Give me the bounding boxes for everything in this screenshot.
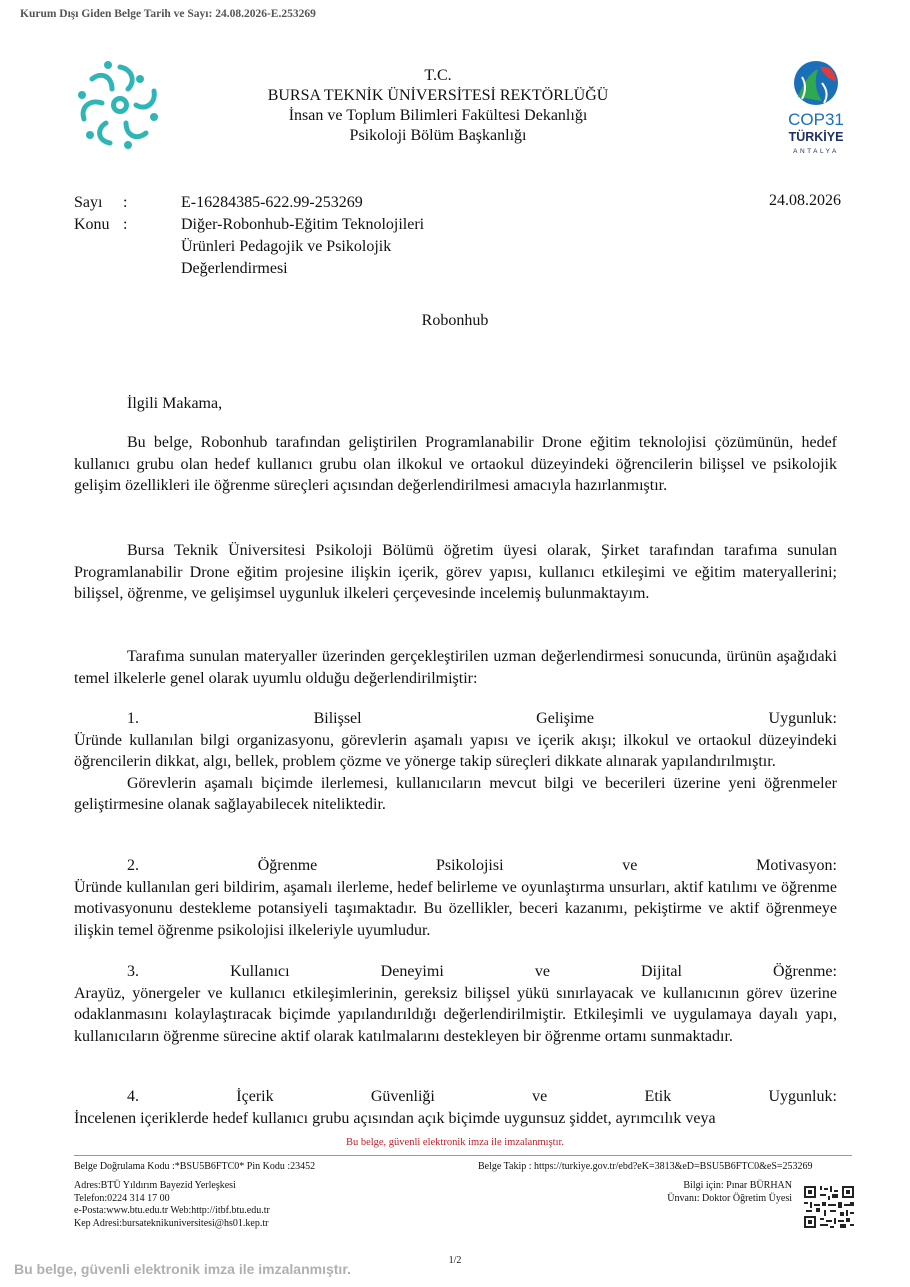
- sayi-value: E-16284385-622.99-253269: [181, 194, 363, 211]
- footer-address: Adres:BTÜ Yıldırım Bayezid Yerleşkesi: [74, 1180, 236, 1191]
- item-heading-word: Motivasyon:: [756, 857, 837, 874]
- item-body: İncelenen içeriklerde hedef kullanıcı grubu açısından açık biçimde uygunsuz şiddet, ayrımcılık veya: [74, 1109, 716, 1127]
- item-heading-word: Uygunluk:: [768, 710, 837, 727]
- paragraph-text: Tarafıma sunulan materyaller üzerinden gerçekleştirilen uzman değerlendirmesi sonucunda, ürünün aşağıdaki temel ilkelerle genel olarak uyumlu olduğu değerlendirilmiştir:: [74, 648, 837, 687]
- footer-contact: [74, 1180, 270, 1230]
- item-heading-word: Uygunluk:: [768, 1088, 837, 1105]
- letterhead: [190, 66, 686, 146]
- sayi-colon: :: [123, 194, 128, 211]
- document-date-number-banner: Kurum Dışı Giden Belge Tarih ve Sayı: 24.08.2026-E.253269: [20, 8, 316, 20]
- footer-phone: Telefon:0224 314 17 00: [74, 1192, 170, 1204]
- e-signature-watermark: Bu belge, güvenli elektronik imza ile imzalanmıştır.: [14, 1261, 351, 1277]
- body-paragraph-1: [74, 432, 837, 497]
- greeting: İlgili Makama,: [127, 395, 223, 412]
- konu-value: Diğer-Robonhub-Eğitim Teknolojileri Ürünleri Pedagojik ve Psikolojik Değerlendirmesi: [181, 216, 425, 277]
- item-body: Üründe kullanılan geri bildirim, aşamalı ilerleme, hedef belirleme ve oyunlaştırma unsurları, aktif katılımı ve öğrenme motivasyonunu destekleme potansiyeli taşımaktadır. Bu özellikler, beceri kazanımı, pekiştirme ve aktif öğrenmeye ilişkin temel öğrenme psikolojisi ilkeleriyle uyumludur.: [74, 878, 837, 939]
- page-number: 1/2: [448, 1255, 462, 1266]
- item-3: [74, 961, 837, 1047]
- body-paragraph-3: [74, 646, 837, 689]
- footer-kep[interactable]: Kep Adresi:bursateknikuniversitesi@hs01.kep.tr: [74, 1217, 269, 1229]
- footer-divider: [74, 1155, 852, 1156]
- body-paragraph-2: [74, 540, 837, 605]
- item-heading-word: ve: [534, 963, 550, 980]
- footer-contact-person: [560, 1180, 792, 1205]
- item-number: 3.: [127, 963, 139, 980]
- cop31-logo-text: COP31: [788, 110, 844, 129]
- item-heading-word: ve: [532, 1088, 548, 1105]
- letterhead-faculty: İnsan ve Toplum Bilimleri Fakültesi Dekanlığı: [288, 107, 588, 124]
- item-heading: [74, 855, 837, 877]
- letterhead-department: Psikoloji Bölüm Başkanlığı: [349, 127, 527, 144]
- item-extra: Görevlerin aşamalı biçimde ilerlemesi, kullanıcıların mevcut bilgi ve becerileri üzerine yeni öğrenmeler geliştirmesine olanak sağlayabilecek niteliktedir.: [74, 774, 837, 813]
- paragraph-text: Bursa Teknik Üniversitesi Psikoloji Bölümü öğretim üyesi olarak, Şirket tarafından tarafıma sunulan Programlanabilir Drone eğitim projesine ilişkin içerik, görev yapısı, kullanıcı etkileşimi ve eğitim materyallerini; bilişsel, öğrenme, ve gelişimsel uygunluk ilkeleri çerçevesinde incelemiş bulunmaktayım.: [74, 542, 837, 602]
- verification-code: Belge Doğrulama Kodu :*BSU5B6FTC0* Pin Kodu :23452: [74, 1161, 316, 1172]
- item-heading-word: ve: [622, 857, 638, 874]
- sayi-label: Sayı: [74, 194, 103, 211]
- item-heading-word: İçerik: [236, 1088, 274, 1105]
- cop31-logo-city: ANTALYA: [793, 148, 839, 155]
- item-heading-word: Psikolojisi: [435, 857, 504, 874]
- footer-web[interactable]: e-Posta:www.btu.edu.tr Web:http://itbf.btu.edu.tr: [74, 1205, 270, 1216]
- konu-colon: :: [123, 216, 128, 233]
- item-1: [74, 708, 837, 816]
- letterhead-rectorate: BURSA TEKNİK ÜNİVERSİTESİ REKTÖRLÜĞÜ: [267, 87, 609, 104]
- contact-person: Bilgi için: Pınar BÜRHAN: [683, 1180, 792, 1191]
- item-heading-word: Gelişime: [536, 710, 594, 727]
- item-heading-word: Güvenliği: [370, 1088, 435, 1105]
- item-heading-word: Etik: [644, 1088, 672, 1105]
- letterhead-tc: T.C.: [424, 67, 452, 84]
- item-body: Üründe kullanılan bilgi organizasyonu, görevlerin aşamalı yapısı ve içerik akışı; ilkokul ve ortaokul düzeyindeki öğrencilerin dikkat, algı, bellek, problem çözme ve yönerge takip süreçleri dikkate alınarak yapılandırılmıştır.: [74, 731, 837, 770]
- item-heading-word: Öğrenme: [257, 857, 318, 874]
- tracking-link[interactable]: Belge Takip : https://turkiye.gov.tr/ebd?eK=3813&eD=BSU5B6FTC0&eS=253269: [478, 1161, 813, 1172]
- contact-title: Ünvanı: Doktor Öğretim Üyesi: [667, 1192, 792, 1204]
- item-heading-word: Kullanıcı: [230, 963, 290, 980]
- subject-heading: Robonhub: [421, 312, 489, 329]
- item-heading-word: Dijital: [641, 963, 682, 980]
- document-date: 24.08.2026: [769, 192, 841, 209]
- item-number: 1.: [127, 710, 139, 727]
- item-body: Arayüz, yönergeler ve kullanıcı etkileşimlerinin, gereksiz bilişsel yükü sınırlayacak ve kullanıcının görev üzerine odaklanmasını kolaylaştıracak biçimde yapılandırıldığı değerlendirilmiştir. Etkileşimli ve uygulamaya dayalı yapı, kullanıcıların öğrenme sürecine aktif olarak katılmalarını destekleyen bir öğrenme ortamı sunmaktadır.: [74, 984, 837, 1045]
- qr-code-icon: [804, 1186, 854, 1228]
- cop31-logo-country: TÜRKİYE: [788, 130, 844, 144]
- item-heading: [74, 708, 837, 730]
- e-signature-notice: Bu belge, güvenli elektronik imza ile imzalanmıştır.: [345, 1137, 565, 1148]
- paragraph-text: Bu belge, Robonhub tarafından geliştirilen Programlanabilir Drone eğitim teknolojisi çözümünün, hedef kullanıcı grubu olan hedef kullanıcı grubu olan ilkokul ve ortaokul düzeyindeki öğrencilerin bilişsel ve psikolojik gelişim özellikleri ile öğrenme süreçleri açısından değerlendirilmesi amacıyla hazırlanmıştır.: [74, 434, 837, 494]
- konu-label: Konu: [74, 216, 110, 233]
- item-number: 4.: [127, 1088, 139, 1105]
- item-heading: [74, 1086, 837, 1108]
- item-number: 2.: [127, 857, 139, 874]
- cop31-logo: [772, 57, 860, 157]
- item-heading-word: Bilişsel: [313, 710, 362, 727]
- item-heading: [74, 961, 837, 983]
- item-2: [74, 855, 837, 941]
- item-4: [74, 1086, 837, 1129]
- item-heading-word: Deneyimi: [380, 963, 444, 980]
- item-heading-word: Öğrenme:: [772, 963, 837, 980]
- university-logo: [70, 55, 170, 155]
